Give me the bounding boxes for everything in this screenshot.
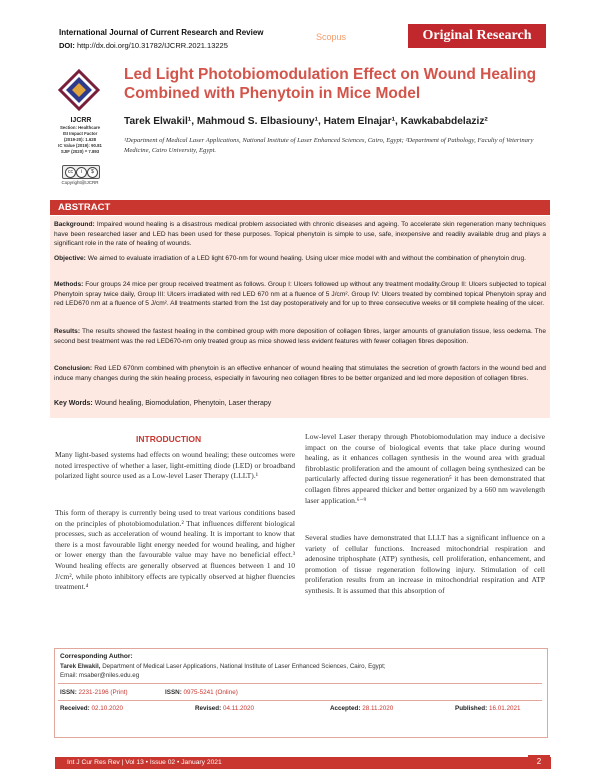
page-number: 2: [528, 755, 550, 769]
footer-citation: Int J Cur Res Rev | Vol 13 • Issue 02 • January 2021: [55, 757, 551, 769]
value: 0975-5241 (Online): [183, 689, 238, 696]
label: Background:: [54, 221, 95, 228]
label: Published:: [455, 705, 488, 712]
text: We aimed to evaluate irradiation of a LED light 670-nm for wound healing. Using ulcer mice model with and without the combination of phenytoin drug.: [87, 255, 526, 262]
article-type-badge: Original Research: [408, 24, 546, 48]
date-published: [455, 705, 520, 712]
text: Impaired wound healing is a disastrous medical problem associated with chronic diseases and ageing. To accelerate skin regeneration many techniques have been researched laser and LED has been used for these purposes. Topical phenytoin is simple to use, safe, inexpensive and readily available drug and plays a significant role in the rate of healing of wounds.: [54, 221, 546, 248]
date-accepted: [330, 705, 393, 712]
text: Four groups 24 mice per group received treatment as follows. Group I: Ulcers followed up without any treatment modality.Group II: Ulcers subjected to topical Phenytoin spray twice daily, Group III: Ulcers irradiated with red LED 670 nm at a fluence of 5 J/cm². Group IV: Ulcers treated by combined topical Phenytoin spray and red LED670 nm at a fluence of 5 J/cm². All treatments started from the 1st day postoperatively and for up to three consecutive weeks or till complete healing of the ulcer.: [54, 281, 546, 308]
author-list: Tarek Elwakil¹, Mahmoud S. Elbasiouny¹, Hatem Elnajar¹, Kawkababdelaziz²: [124, 116, 488, 127]
value: 02.10.2020: [91, 705, 124, 712]
article-title: Led Light Photobiomodulation Effect on Wound Healing Combined with Phenytoin in Mice Model: [124, 66, 537, 102]
label: Key Words:: [54, 400, 93, 407]
issn-print: [60, 689, 128, 696]
label: Conclusion:: [54, 365, 93, 372]
value: 04.11.2020: [223, 705, 255, 712]
value: 28.11.2020: [362, 705, 394, 712]
abstract-background: [54, 220, 546, 249]
copyright-notice: Copyright@IJCRR: [61, 180, 99, 185]
affiliations: ¹Department of Medical Laser Applications, National Institute of Laser Enhanced Sciences, Cairo, Egypt; ²Department of Pathology, Faculty of Veterinary Medicine, Cairo University, Egypt.: [124, 137, 534, 154]
author-address: Department of Medical Laser Applications, National Institute of Laser Enhanced Sciences, Cairo, Egypt;: [102, 663, 386, 670]
label: Objective:: [54, 255, 86, 262]
scopus-label: Scopus: [316, 32, 347, 42]
doi-link[interactable]: http://dx.doi.org/10.31782/IJCRR.2021.13225: [76, 41, 228, 50]
abstract-conclusion: [54, 364, 546, 383]
date-received: [60, 705, 123, 712]
correspondence-heading: Corresponding Author:: [60, 653, 133, 660]
cc-license-icon: cc i $: [62, 165, 100, 179]
divider: [58, 683, 542, 684]
correspondence-details: [60, 662, 540, 680]
label: Received:: [60, 705, 90, 712]
author-name: Tarek Elwakil,: [60, 663, 101, 670]
text: The results showed the fastest healing in the combined group with more deposition of collagen fibres, larger amounts of granulation tissue, less oedema. The second best treatment was the red LED670-nm only treated group as mice showed less evident features with fewer collagen fibres deposition.: [54, 328, 546, 345]
keywords: [54, 400, 271, 407]
metric-line: ISI Impact Factor: [62, 131, 98, 136]
label: Results:: [54, 328, 81, 335]
abstract-results: [54, 327, 546, 346]
section-heading-introduction: INTRODUCTION: [136, 434, 202, 444]
text: Red LED 670nm combined with phenytoin is an effective enhancer of wound healing that stimulates the secretion of growth factors in the wound bed and induce many changes during the skin healing process, especially in favouring neo collagen fibres to be better organized and led more deposition of collagen fibres.: [54, 365, 546, 382]
metric-line: IC Value (2019): 90.81: [58, 143, 102, 148]
text: Wound healing, Biomodulation, Phenytoin, Laser therapy: [94, 400, 272, 407]
metric-line: (2019-20): 1.628: [63, 137, 96, 142]
label: ISSN:: [165, 689, 182, 696]
label: Revised:: [195, 705, 222, 712]
value: 2231-2196 (Print): [78, 689, 128, 696]
intro-paragraph-2: This form of therapy is currently being used to treat various conditions based on the principles of photobiomodulation.² That influences different biological processes, such as acceleration of wound healing. It is important to know that there is a most favourable light energy needed for wound healing, and higher or lower energy than the favourable value may have no beneficial effect.³ Wound healing effects are generally observed at fluences between 1 and 10 J/cm², while photo inhibitory effects are typically observed at higher fluencies treatment.⁴: [55, 508, 295, 592]
doi-label: DOI:: [59, 41, 75, 50]
author-email[interactable]: Email: msaber@niles.edu.eg: [60, 672, 140, 679]
abstract-objective: [54, 254, 546, 264]
label: Accepted:: [330, 705, 361, 712]
label: ISSN:: [60, 689, 77, 696]
journal-metrics: [52, 125, 108, 155]
journal-name: International Journal of Current Research and Review: [59, 28, 264, 37]
abstract-methods: [54, 280, 546, 309]
issn-online: [165, 689, 238, 696]
metric-line: Section: Healthcare: [59, 125, 101, 130]
journal-abbr: IJCRR: [70, 117, 92, 124]
metric-line: SJIF (2020) = 7.893: [60, 149, 100, 154]
intro-paragraph-1: Many light-based systems had effects on wound healing; these outcomes were noted irrespective of whether a laser, light-emitting diode (LED) or broadband polarized light source used as a Low-level Laser Therapy (LLLT).¹: [55, 450, 295, 481]
abstract-heading: ABSTRACT: [50, 200, 550, 215]
divider: [58, 700, 542, 701]
doi-line: [59, 41, 228, 50]
ijcrr-logo-icon: [58, 69, 100, 111]
intro-paragraph-3: Low-level Laser therapy through Photobiomodulation may induce a decisive impact on the course of biological events that take place during wound healing, as it enhances collagen synthesis in the wound area with gradual fibroblastic proliferation and the amount of collagen being synthesized can be particularly affected during tissue regeneration⁵ it has been demonstrated that collagen fibres appeared thicker and better organized by a 660 nm wavelength laser application.⁶⁻⁹: [305, 432, 545, 505]
date-revised: [195, 705, 254, 712]
label: Methods:: [54, 281, 84, 288]
intro-paragraph-4: Several studies have demonstrated that LLLT has a significant influence on a variety of cellular functions. Increased mitochondrial respiration and adenosine triphosphate (ATP) synthesis, cell proliferation, enhancement, and promotion of tissue regeneration following injury. Stimulation of cell proliferation results from an increase in mitochondrial respiration and ATP synthesis. It is assumed that this absorption of: [305, 533, 545, 595]
value: 16.01.2021: [488, 705, 521, 712]
